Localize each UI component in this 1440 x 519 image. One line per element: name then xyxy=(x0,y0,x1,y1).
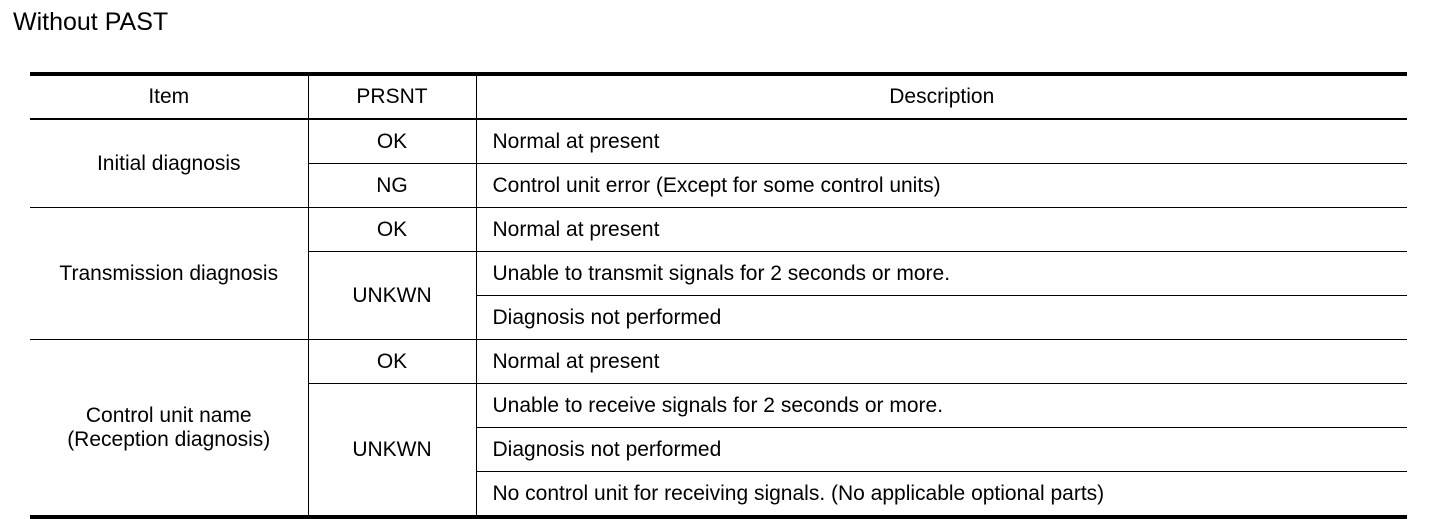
description-cell: Normal at present xyxy=(476,340,1407,384)
description-cell: Normal at present xyxy=(476,208,1407,252)
item-label: Control unit name xyxy=(85,403,252,427)
header-description: Description xyxy=(476,74,1407,119)
table-row xyxy=(30,208,1407,252)
item-cell-initial-diagnosis xyxy=(30,119,308,208)
description-cell: Normal at present xyxy=(476,119,1407,164)
description-cell: No control unit for receiving signals. (No applicable optional parts) xyxy=(476,472,1407,518)
item-label-sub: (Reception diagnosis) xyxy=(67,427,271,451)
table-row xyxy=(30,119,1407,164)
description-cell: Unable to transmit signals for 2 seconds or more. xyxy=(476,252,1407,296)
prsnt-cell: NG xyxy=(308,164,476,208)
prsnt-cell: OK xyxy=(308,340,476,384)
item-label: Transmission diagnosis xyxy=(59,261,279,285)
description-cell: Diagnosis not performed xyxy=(476,428,1407,472)
diagnosis-status-table xyxy=(30,72,1407,519)
header-prsnt: PRSNT xyxy=(308,74,476,119)
table-row xyxy=(30,340,1407,384)
prsnt-cell: UNKWN xyxy=(308,252,476,340)
page-title: Without PAST xyxy=(13,8,169,36)
description-cell: Control unit error (Except for some control units) xyxy=(476,164,1407,208)
prsnt-cell: OK xyxy=(308,208,476,252)
item-label: Initial diagnosis xyxy=(96,151,241,175)
item-cell-transmission-diagnosis xyxy=(30,208,308,340)
description-cell: Diagnosis not performed xyxy=(476,296,1407,340)
table-header-row xyxy=(30,74,1407,119)
prsnt-cell: OK xyxy=(308,119,476,164)
prsnt-cell: UNKWN xyxy=(308,384,476,518)
item-cell-reception-diagnosis xyxy=(30,340,308,518)
header-item: Item xyxy=(30,74,308,119)
description-cell: Unable to receive signals for 2 seconds or more. xyxy=(476,384,1407,428)
